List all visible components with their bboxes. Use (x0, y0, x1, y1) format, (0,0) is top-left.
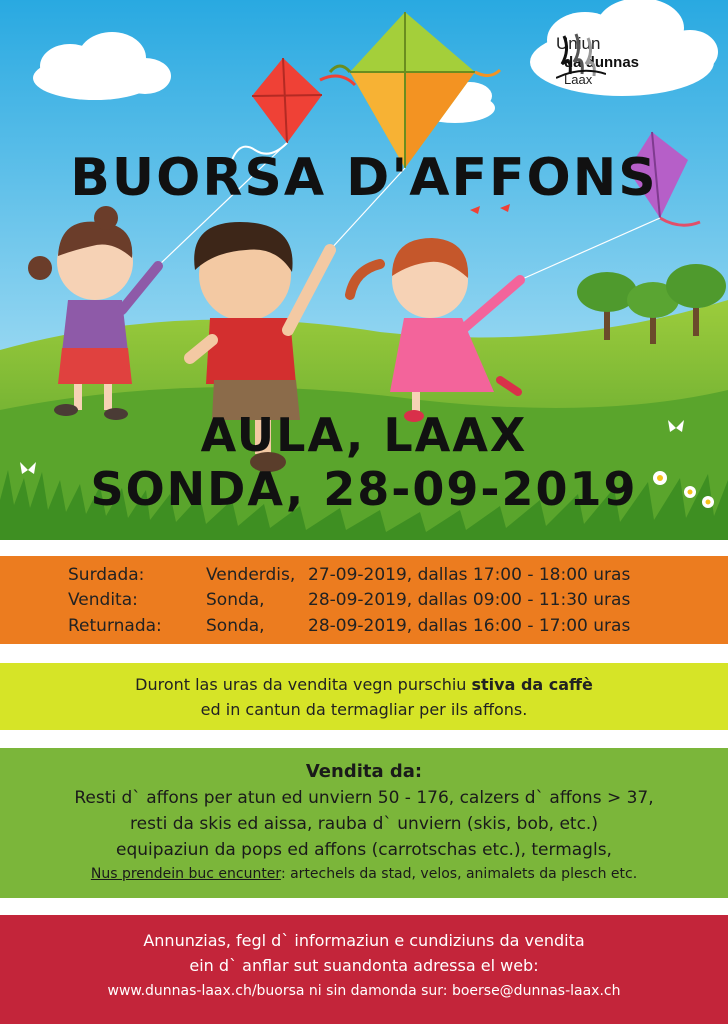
sale-line-1: Resti d` affons per atun ed unviern 50 - 176, calzers d` affons > 37, (74, 788, 654, 808)
sale-line-3: equipaziun da pops ed affons (carrotschas etc.), termagls, (116, 840, 612, 860)
event-date: SONDA, 28-09-2019 (90, 462, 638, 516)
contact-web-and-email: www.dunnas-laax.ch/buorsa ni sin damonda sur: boerse@dunnas-laax.ch (107, 983, 621, 999)
info-line-1-bold: stiva da caffè (471, 675, 593, 694)
sale-line-4 (0, 866, 728, 882)
schedule-label: Vendita: (68, 590, 138, 610)
logo-line-uniun: Uniun (556, 34, 601, 53)
schedule-row-returnada (0, 616, 728, 640)
info-line-1 (0, 675, 728, 694)
event-title: BUORSA D'AFFONS (70, 148, 658, 208)
contact-line-1: Annunzias, fegl d` informaziun e cundiziuns da vendita (143, 931, 585, 950)
sale-not-accepted-items: : artechels da stad, velos, animalets da plesch etc. (280, 866, 638, 882)
schedule-detail: 27-09-2019, dallas 17:00 - 18:00 uras (308, 565, 631, 585)
contact-line-2: ein d` anflar sut suandonta adressa el web: (189, 956, 539, 975)
info-line-1-text: Duront las uras da vendita vegn purschiu (135, 675, 472, 694)
schedule-detail: 28-09-2019, dallas 16:00 - 17:00 uras (308, 616, 631, 636)
logo-line-dunnas: da dunnas (564, 54, 640, 71)
schedule-detail: 28-09-2019, dallas 09:00 - 11:30 uras (308, 590, 631, 610)
info-line-2: ed in cantun da termagliar per ils affons. (200, 700, 528, 719)
schedule-day: Sonda, (206, 590, 265, 610)
schedule-day: Venderdis, (206, 565, 296, 585)
schedule-label: Returnada: (68, 616, 162, 636)
logo-line-laax: Laax (564, 72, 593, 87)
logo-figures-icon (556, 30, 606, 80)
sale-line-2: resti da skis ed aissa, rauba d` unviern (skis, bob, etc.) (130, 814, 598, 834)
schedule-day: Sonda, (206, 616, 265, 636)
schedule-row-vendita (0, 590, 728, 614)
sale-not-accepted-label: Nus prendein buc encunter (90, 866, 281, 882)
sale-heading: Vendita da: (305, 761, 423, 782)
info-band (0, 663, 728, 730)
schedule-row-surdada (0, 565, 728, 589)
organization-logo (556, 30, 686, 94)
event-place: AULA, LAAX (200, 408, 528, 462)
schedule-label: Surdada: (68, 565, 145, 585)
